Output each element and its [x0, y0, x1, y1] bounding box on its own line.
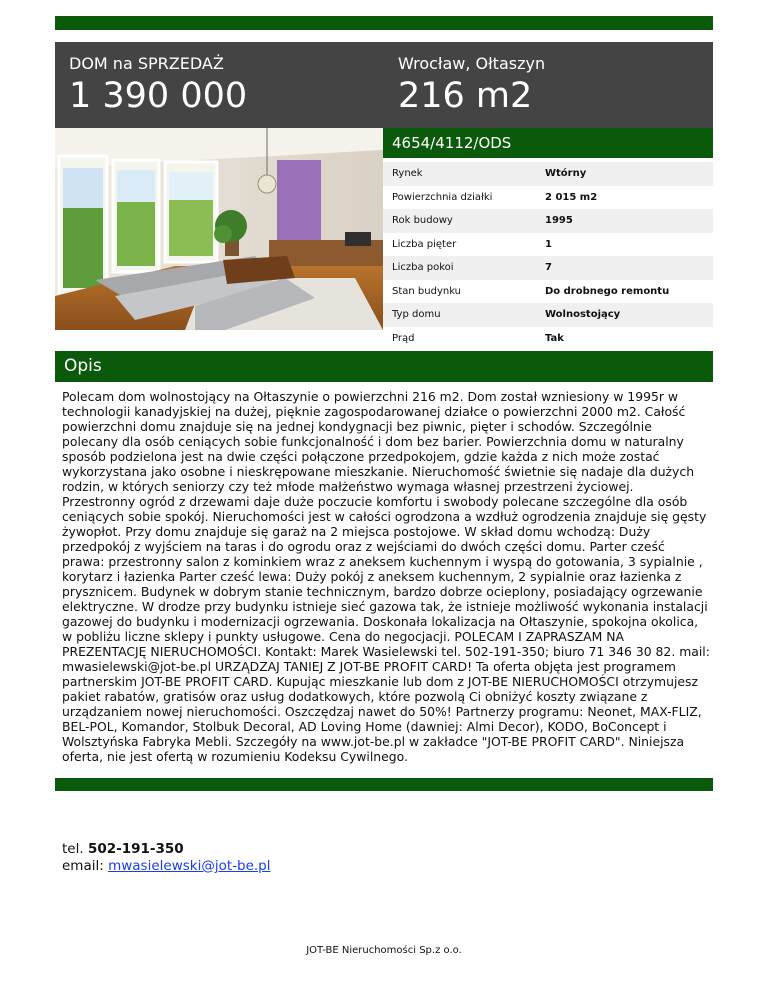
param-value: Tak — [545, 332, 564, 344]
param-row — [383, 256, 713, 280]
param-row — [383, 233, 713, 257]
phone-line — [62, 841, 271, 858]
param-value: Wolnostojący — [545, 309, 621, 321]
param-value: Do drobnego remontu — [545, 285, 670, 297]
param-value: 1 — [545, 238, 552, 250]
contact-block — [62, 841, 271, 875]
email-link[interactable]: mwasielewski@jot-be.pl — [108, 858, 271, 874]
param-name: Rok budowy — [392, 215, 453, 227]
offer-id-bar — [383, 128, 713, 158]
param-value: Wtórny — [545, 168, 587, 180]
description-heading-bar — [55, 351, 713, 382]
params-table — [383, 162, 713, 350]
price-header — [55, 42, 713, 128]
param-name: Rynek — [392, 168, 423, 180]
param-row — [383, 162, 713, 186]
email-line — [62, 858, 271, 875]
phone-number: 502-191-350 — [87, 841, 184, 857]
bottom-green-bar — [55, 778, 713, 791]
param-name: Liczba pokoi — [392, 262, 454, 274]
top-green-bar — [55, 16, 713, 30]
param-row — [383, 303, 713, 327]
param-name: Liczba pięter — [392, 238, 457, 250]
param-row — [383, 280, 713, 304]
description-heading: Opis — [64, 356, 102, 376]
param-row — [383, 186, 713, 210]
living-room-photo — [55, 128, 383, 330]
description-text: Polecam dom wolnostojący na Ołtaszynie o powierzchni 216 m2. Dom został wzniesiony w 1995r w technologii kanadyjskiej na dużej, pięknie zagospodarowanej działce o powierzchni 2000 m2. Całość powierzchni domu znajduje się na jednej kondygnacji bez piwnic, pięter i schodów. Szczególnie polecany dla osób ceniących sobie funkcjonalność i dom bez barier. Powierzchnia domu w naturalny sposób podzielona jest na dwie części połączone przedpokojem, gdzie każda z nich może zostać wykorzystana jako osobne i nieskrępowane mieszkanie. Nieruchomość świetnie się nadaje dla dużych rodzin, w których seniorzy czy też młode małżeństwo wymaga własnej przestrzeni życiowej. Przestronny ogród z drzewami daje duże poczucie komfortu i swobody polecane szczególne dla osób ceniących sobie spokój. Nieruchomości jest w całości ogrodzona a wzdłuż ogrodzenia znajduje się gęsty żywopłot. Przy domu znajduje się garaż na 2 miejsca postojowe. W skład domu wchodzą: Duży przedpokój z wyjściem na taras i do ogrodu oraz z wejściami do dwóch części domu. Parter cześć prawa: przestronny salon z kominkiem wraz z aneksem kuchennym i wyspą do gotowania, 3 sypialnie , korytarz i łazienka Parter cześć lewa: Duży pokój z aneksem kuchennym, 2 sypialnie oraz łazienka z prysznicem. Budynek w dobrym stanie technicznym, bardzo dobrze ocieplony, posiadający ogrzewanie elektryczne. W drodze przy budynku istnieje sieć gazowa tak, że istnieje możliwość wykonania instalacji gazowej do budynku i modernizacji ogrzewania. Doskonała lokalizacja na Ołtaszynie, spokojna okolica, w pobliżu liczne sklepy i punkty usługowe. Cena do negocjacji. POLECAM I ZAPRASZAM NA PREZENTACJĘ NIERUCHOMOŚCI. Kontakt: Marek Wasielewski tel. 502-191-350; biuro 71 346 30 82. mail: mwasielewski@jot-be.pl URZĄDZAJ TANIEJ Z JOT-BE PROFIT CARD! Ta oferta objęta jest programem partnerskim JOT-BE PROFIT CARD. Kupując mieszkanie lub dom z JOT-BE NIERUCHOMOŚCI otrzymujesz pakiet rabatów, gratisów oraz usług dodatkowych, które pozwolą Ci obniżyć koszty związane z urządzaniem nowej nieruchomości. Oszczędzaj nawet do 50%! Partnerzy programu: Neonet, MAX-FLIZ, BEL-POL, Komandor, Stolbuk Decoral, AD Loving Home (dawniej: Almi Decor), KODO, BoConcept i Wolsztyńska Fabryka Mebli. Szczegóły na www.jot-be.pl w zakładce "JOT-BE PROFIT CARD". Niniejsza oferta, nie jest ofertą w rozumieniu Kodeksu Cywilnego. — [62, 389, 710, 764]
param-value: 1995 — [545, 215, 573, 227]
property-photo — [55, 128, 383, 330]
param-name: Powierzchnia działki — [392, 191, 493, 203]
location: Wrocław, Ołtaszyn — [398, 54, 546, 73]
param-value: 7 — [545, 262, 552, 274]
price: 1 390 000 — [69, 76, 248, 116]
phone-label: tel. — [62, 841, 84, 857]
footer-company: JOT-BE Nieruchomości Sp.z o.o. — [306, 945, 462, 956]
param-name: Typ domu — [392, 309, 441, 321]
offer-id: 4654/4112/ODS — [392, 134, 512, 152]
param-row — [383, 327, 713, 351]
param-name: Prąd — [392, 332, 415, 344]
email-label: email: — [62, 858, 104, 874]
offer-type: DOM na SPRZEDAŻ — [69, 54, 224, 73]
param-value: 2 015 m2 — [545, 191, 598, 203]
param-name: Stan budynku — [392, 285, 462, 297]
param-row — [383, 209, 713, 233]
area: 216 m2 — [398, 76, 533, 116]
